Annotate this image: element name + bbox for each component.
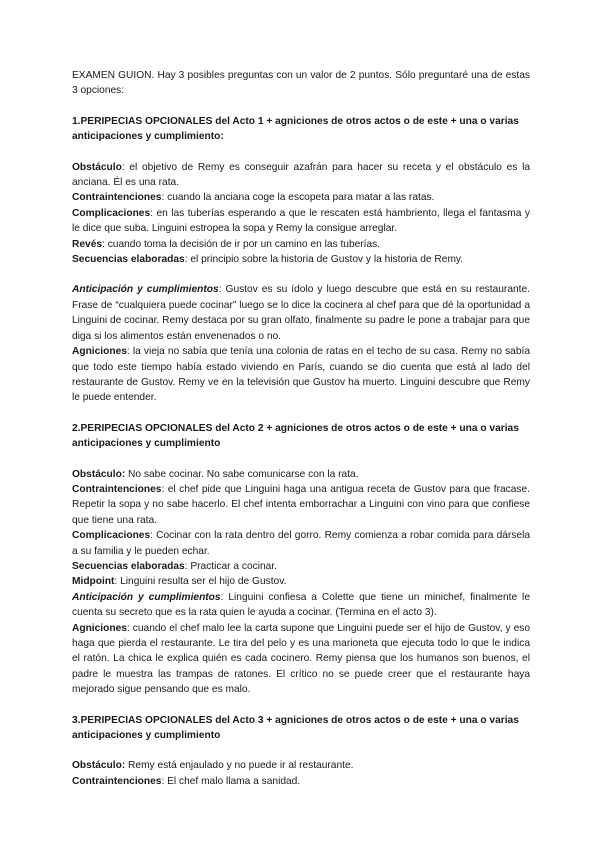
- act1-obstaculo-label: Obstáculo: [72, 161, 122, 173]
- act1-compl-text: : en las tuberías esperando a que le rescaten está hambriento, llega el fantasma y le dice que suba. Linguini estropea la sopa y Remy la consigue arreglar.: [72, 207, 530, 235]
- act1-sec-text: : el principio sobre la historia de Gustov y la historia de Remy.: [184, 254, 464, 266]
- act2-sec-text: : Practicar a cocinar.: [184, 560, 277, 572]
- act1-compl-label: Complicaciones: [72, 207, 151, 219]
- act2-contraintenciones: [72, 482, 530, 528]
- act2-heading: 2.PERIPECIAS OPCIONALES del Acto 2 + agniciones de otros actos o de este + una o varias anticipaciones y cumplimiento: [72, 422, 519, 450]
- act2-compl-text: : Cocinar con la rata dentro del gorro. Remy comienza a robar comida para dársela a su familia y le pueden echar.: [72, 530, 530, 557]
- act1-antic-text: : Gustov es su ídolo y luego descubre que está en su restaurante. Frase de “cualquiera puede cocinar” luego se lo dice la cocinera al chef para que dé la oportunidad a Linguini de cocinar. Remy destaca por su gran olfato, finalmente su padre le pone a trabajar para que diga si los alimentos están envenenados o no.: [72, 284, 530, 342]
- act2-mid-label: Midpoint: [72, 576, 115, 588]
- act1-antic-label: Anticipación y cumplimientos: [72, 284, 219, 296]
- act1-anticipacion: [72, 282, 530, 344]
- act3-obstaculo: [72, 758, 530, 773]
- act2-obstaculo: [72, 467, 530, 482]
- act3-obstaculo-text: Remy está enjaulado y no puede ir al restaurante.: [125, 760, 354, 772]
- act1-agn-label: Agniciones: [72, 346, 127, 358]
- act2-sec-label: Secuencias elaboradas: [72, 560, 185, 572]
- act1-obstaculo-text: : el objetivo de Remy es conseguir azafrán para hacer su receta y el obstáculo es la anciana. Él es una rata.: [72, 161, 530, 189]
- act2-obstaculo-label: Obstáculo:: [72, 468, 126, 480]
- act2-agniciones: [72, 621, 530, 698]
- act2-agn-text: : cuando el chef malo lee la carta supone que Linguini puede ser el hijo de Gustov, y eso haga que pierda el restaurante. Le tira del pelo y es una marioneta que ejecuta todo lo que le indica el ratón. La chica le explica quién es cada cocinero. Remy piensa que los humanos son buenos, el padre le muestra las trampas de ratones. El crítico no se puede creer que el restaurante haya mejorado sigue pensando que es malo.: [72, 622, 530, 696]
- act2-agn-label: Agniciones: [72, 622, 127, 634]
- act3-heading: 3.PERIPECIAS OPCIONALES del Acto 3 + agniciones de otros actos o de este + una o varias anticipaciones y cumplimiento: [72, 714, 519, 742]
- act1-agn-text: : la vieja no sabía que tenía una colonia de ratas en el techo de su casa. Remy no sabía que todo este tiempo había estado viviendo en París, cuando se dio cuenta que está al lado del restaurante de Gustov. Remy ve en la televisión que Gustov ha muerto. Linguini descubre que Remy le puede entender.: [72, 346, 530, 404]
- act2-contra-text: : el chef pide que Linguini haga una antigua receta de Gustov para que fracase. Repetir la sopa y no sabe hacerlo. El chef intenta emborrachar a Linguini con vino para que confiese que tiene una rata.: [72, 483, 530, 526]
- act3-contraintenciones: [72, 774, 530, 789]
- act3-contra-text: : El chef malo llama a sanidad.: [161, 775, 301, 787]
- act1-reves-label: Revés: [72, 238, 103, 250]
- act2-anticipacion: [72, 590, 530, 621]
- act1-complicaciones: [72, 206, 530, 237]
- intro-paragraph: EXAMEN GUION. Hay 3 posibles preguntas con un valor de 2 puntos. Sólo preguntaré una de estas 3 opciones:: [72, 70, 530, 97]
- act3-obstaculo-label: Obstáculo:: [72, 760, 126, 772]
- act2-secuencias: [72, 559, 530, 574]
- act2-antic-label: Anticipación y cumplimientos: [72, 591, 221, 603]
- act1-sec-label: Secuencias elaboradas: [72, 254, 185, 266]
- act1-reves: [72, 237, 530, 252]
- act1-heading: 1.PERIPECIAS OPCIONALES del Acto 1 + agniciones de otros actos o de este + una o varias anticipaciones y cumplimiento:: [72, 115, 519, 143]
- act1-agniciones: [72, 344, 530, 406]
- document-page: [72, 68, 530, 789]
- act2-obstaculo-text: No sabe cocinar. No sabe comunicarse con la rata.: [125, 468, 359, 480]
- act1-obstaculo: [72, 160, 530, 191]
- act1-contraintenciones: [72, 190, 530, 205]
- act2-mid-text: : Linguini resulta ser el hijo de Gustov.: [114, 576, 287, 588]
- act1-reves-text: : cuando toma la decisión de ir por un camino en las tuberías.: [102, 238, 381, 250]
- act2-antic-text: : Linguini confiesa a Colette que tiene un minichef, finalmente le cuenta su secreto que es la rata quien le ayuda a cocinar. (Termina en el acto 3).: [72, 591, 530, 619]
- act2-midpoint: [72, 574, 530, 589]
- act1-contra-label: Contraintenciones: [72, 192, 162, 204]
- act2-contra-label: Contraintenciones: [72, 483, 162, 495]
- act3-contra-label: Contraintenciones: [72, 775, 162, 787]
- act1-secuencias: [72, 252, 530, 267]
- act2-complicaciones: [72, 528, 530, 559]
- act1-contra-text: : cuando la anciana coge la escopeta para matar a las ratas.: [161, 192, 435, 204]
- act2-compl-label: Complicaciones: [72, 530, 151, 542]
